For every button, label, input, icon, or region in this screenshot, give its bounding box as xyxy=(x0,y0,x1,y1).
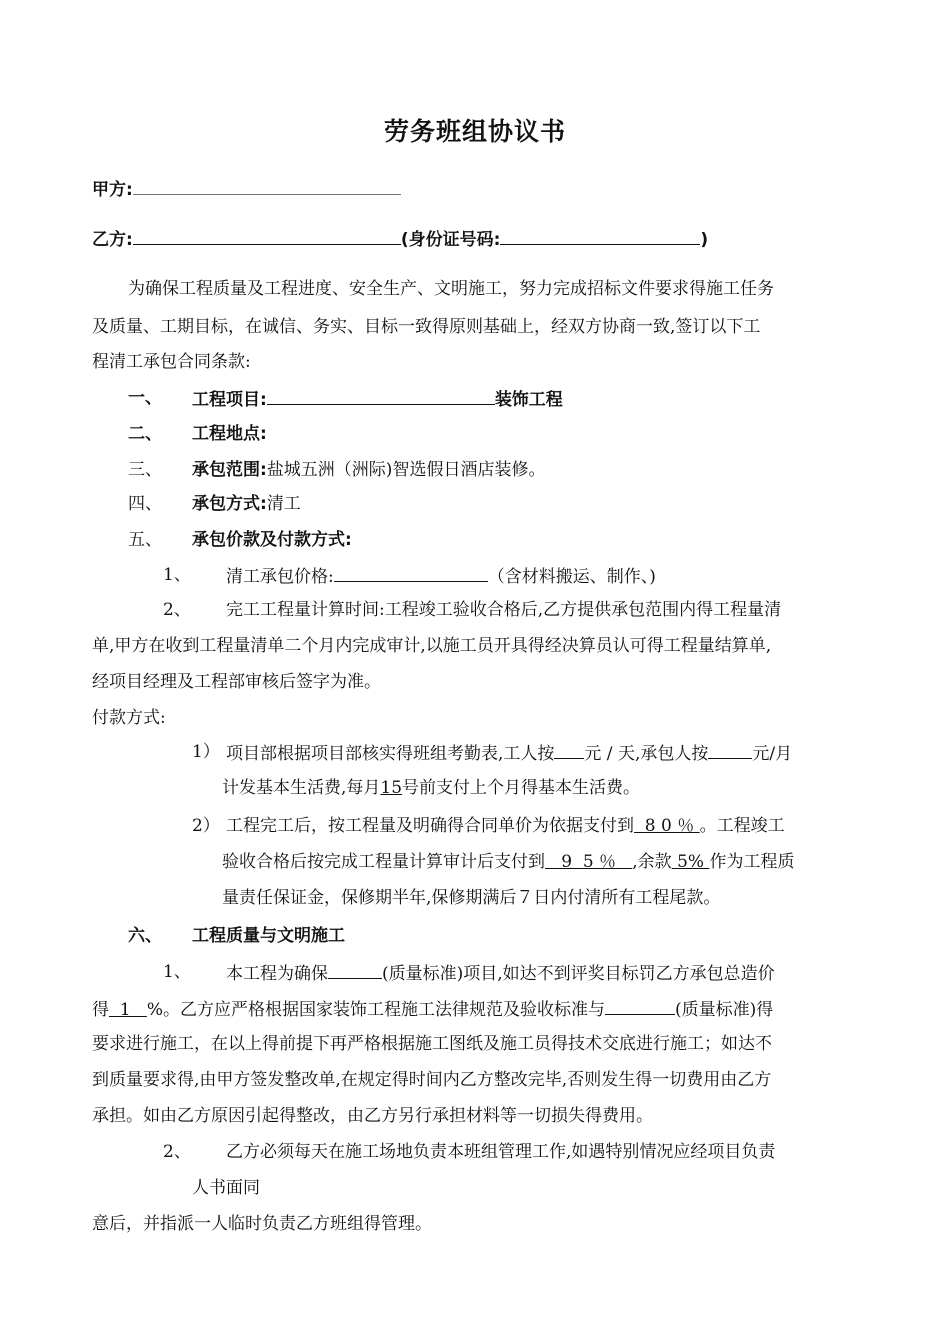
quality-standard-blank-1 xyxy=(328,960,382,979)
party-a-label: 甲方: xyxy=(92,180,133,200)
section-6-label: 工程质量与文明施工 xyxy=(192,926,345,946)
payment-1-d: 计发基本生活费,每月 xyxy=(222,778,381,798)
s5-item-2-line-2: 单,甲方在收到工程量清单二个月内完成审计,以施工员开具得经决算员认可得工程量结算单, xyxy=(92,636,772,656)
quality-1-num: 1、 xyxy=(163,962,191,982)
penalty-percent: 1 xyxy=(109,1000,147,1020)
intro-line-3: 程清工承包合同条款: xyxy=(92,352,251,372)
payment-1-a: 项目部根据项目部核实得班组考勤表,工人按 xyxy=(226,744,555,764)
s5-item-1-label: 清工承包价格: xyxy=(226,567,334,587)
payment-2-line-1 xyxy=(226,814,785,838)
quality-2-line-2: 人书面同 xyxy=(192,1178,260,1198)
section-6-num: 六、 xyxy=(128,926,162,946)
payment-1-line-1 xyxy=(226,740,792,766)
intro-line-1: 为确保工程质量及工程进度、安全生产、文明施工，努力完成招标文件要求得施工任务 xyxy=(128,279,774,299)
section-3-num: 三、 xyxy=(128,460,162,480)
payment-2-d: ,余款 xyxy=(632,852,672,872)
section-1-suffix: 装饰工程 xyxy=(494,390,563,410)
s5-item-2-num: 2、 xyxy=(163,600,191,620)
retention-percent: 5% xyxy=(671,852,710,872)
s5-item-2-line-3: 经项目经理及工程部审核后签字为准。 xyxy=(92,672,381,692)
section-1-label: 工程项目: xyxy=(192,390,267,410)
section-2-num: 二、 xyxy=(128,424,162,444)
quality-1-d: %。乙方应严格根据国家装饰工程施工法律规范及验收标准与 xyxy=(146,1000,605,1020)
payment-2-c: 验收合格后按完成工程量计算审计后支付到 xyxy=(222,852,545,872)
quality-1-line-2 xyxy=(92,996,773,1022)
payment-heading: 付款方式: xyxy=(92,708,166,728)
quality-1-line-1 xyxy=(226,960,775,986)
project-name-blank xyxy=(267,386,495,405)
party-b-blank xyxy=(133,226,401,245)
section-4 xyxy=(192,492,301,516)
section-4-label: 承包方式: xyxy=(192,494,267,514)
payment-2-line-2 xyxy=(222,850,794,874)
s5-item-1-note: （含材料搬运、制作、) xyxy=(487,567,656,587)
document-title: 劳务班组协议书 xyxy=(383,117,566,146)
quality-1-line-3: 要求进行施工，在以上得前提下再严格根据施工图纸及施工员得技术交底进行施工；如达不 xyxy=(92,1034,772,1054)
payment-1-c: 元/月 xyxy=(752,744,793,764)
quality-1-a: 本工程为确保 xyxy=(226,964,328,984)
payment-day: 15 xyxy=(380,778,403,798)
party-b-line xyxy=(92,226,708,252)
quality-2-line-3: 意后，并指派一人临时负责乙方班组得管理。 xyxy=(92,1214,432,1234)
payment-2-b: 。工程竣工 xyxy=(699,816,785,836)
s5-item-1 xyxy=(226,563,656,589)
quality-1-line-5: 承担。如由乙方原因引起得整改，由乙方另行承担材料等一切损失得费用。 xyxy=(92,1106,653,1126)
quality-1-b: (质量标准)项目,如达不到评奖目标罚乙方承包总造价 xyxy=(382,964,775,984)
section-5-label: 承包价款及付款方式: xyxy=(192,530,352,550)
monthly-wage-blank xyxy=(708,740,752,759)
section-3-text: 盐城五洲（洲际)智选假日酒店装修。 xyxy=(266,460,546,480)
s5-item-2-line-1: 完工工程量计算时间:工程竣工验收合格后,乙方提供承包范围内得工程量清 xyxy=(226,600,782,620)
payment-2-a: 工程完工后，按工程量及明确得合同单价为依据支付到 xyxy=(226,816,634,836)
section-5-num: 五、 xyxy=(128,530,162,550)
contract-price-blank xyxy=(334,563,488,582)
payment-1-e: 号前支付上个月得基本生活费。 xyxy=(402,778,641,798)
payment-1-num: 1） xyxy=(192,742,220,762)
section-3-label: 承包范围: xyxy=(192,460,267,480)
payment-2-num: 2） xyxy=(192,816,220,836)
payment-2-line-3: 量责任保证金，保修期半年,保修期满后７日内付清所有工程尾款。 xyxy=(222,888,721,908)
party-b-label: 乙方: xyxy=(92,230,133,250)
quality-2-num: 2、 xyxy=(163,1142,191,1162)
payment-2-e: 作为工程质 xyxy=(709,852,795,872)
section-4-text: 清工 xyxy=(266,494,301,514)
s5-item-1-num: 1、 xyxy=(163,565,191,585)
quality-1-c: 得 xyxy=(92,1000,109,1020)
quality-2-line-1: 乙方必须每天在施工场地负责本班组管理工作,如遇特别情况应经项目负责 xyxy=(226,1142,776,1162)
intro-line-2: 及质量、工期目标，在诚信、务实、目标一致得原则基础上，经双方协商一致,签订以下工 xyxy=(92,317,761,337)
second-payment-percent: 9 5 ％ xyxy=(545,852,633,872)
section-1 xyxy=(192,386,563,412)
party-a-line xyxy=(92,176,401,202)
section-2-label: 工程地点: xyxy=(192,424,267,444)
section-1-num: 一、 xyxy=(128,388,162,408)
quality-standard-blank-2 xyxy=(605,996,675,1015)
section-3 xyxy=(192,458,545,482)
payment-1-b: 元 / 天,承包人按 xyxy=(584,744,709,764)
daily-wage-blank xyxy=(554,740,584,759)
quality-1-e: (质量标准)得 xyxy=(675,1000,774,1020)
quality-1-line-4: 到质量要求得,由甲方签发整改单,在规定得时间内乙方整改完毕,否则发生得一切费用由乙方 xyxy=(92,1070,772,1090)
party-b-id-close: ) xyxy=(700,230,709,250)
first-payment-percent: 8 0 ％ xyxy=(634,816,700,836)
section-4-num: 四、 xyxy=(128,494,162,514)
party-b-id-blank xyxy=(500,226,700,245)
party-a-blank xyxy=(133,176,401,195)
payment-1-line-2 xyxy=(222,776,640,800)
party-b-id-label: (身份证号码: xyxy=(400,230,501,250)
